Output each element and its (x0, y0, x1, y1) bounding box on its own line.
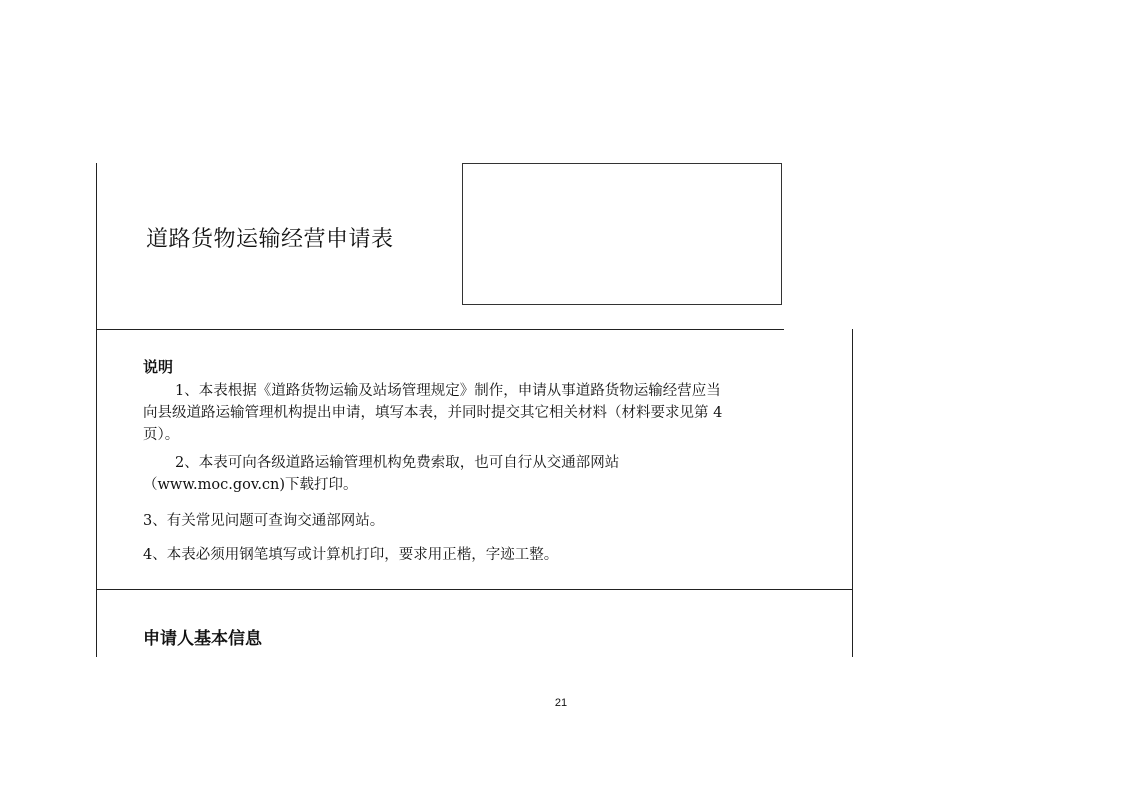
left-border-top (96, 163, 97, 329)
note-1-line-3: 页）。 (143, 427, 180, 443)
right-border-bottom (852, 589, 853, 657)
note-1-line-1 (143, 380, 783, 402)
note-2-line-2: （www.moc.gov.cn)下载打印。 (143, 477, 358, 493)
left-border-bottom (96, 589, 97, 657)
note-1-line-1-text: 1、本表根据《道路货物运输及站场管理规定》制作，申请从事道路货物运输经营应当 (175, 383, 721, 399)
left-border-middle (96, 329, 97, 589)
form-title: 道路货物运输经营申请表 (146, 227, 394, 252)
notes-divider (96, 589, 853, 590)
note-2-line-1 (143, 452, 783, 474)
stamp-box (462, 163, 782, 305)
note-1-line-2: 向县级道路运输管理机构提出申请，填写本表，并同时提交其它相关材料（材料要求见第 4 (143, 405, 723, 421)
notes-heading: 说明 (143, 358, 174, 376)
note-4: 4、本表必须用钢笔填写或计算机打印，要求用正楷，字迹工整。 (143, 547, 559, 563)
right-border-middle (852, 329, 853, 589)
note-2-line-1-text: 2、本表可向各级道路运输管理机构免费索取，也可自行从交通部网站 (175, 455, 620, 471)
note-3: 3、有关常见问题可查询交通部网站。 (143, 513, 385, 529)
applicant-info-heading: 申请人基本信息 (143, 629, 262, 649)
page-number: 21 (554, 697, 568, 709)
title-divider (96, 329, 784, 330)
